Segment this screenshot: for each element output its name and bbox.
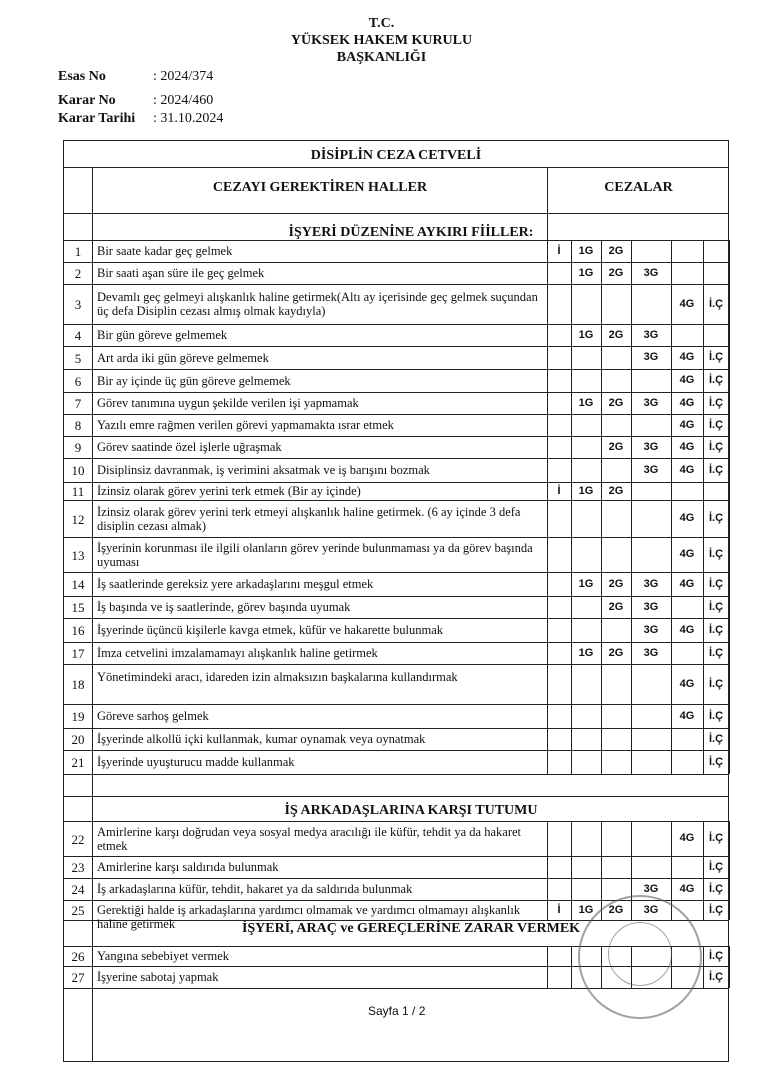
penalty-cell: 4G [679,882,695,895]
row-number: 11 [71,484,85,499]
penalty-cell: 2G [608,328,624,341]
header-presidency: BAŞKANLIĞI [336,50,427,65]
row-number: 20 [71,732,85,747]
penalty-cell: 3G [643,600,659,613]
table-divider [729,664,730,704]
table-divider [729,966,730,988]
penalty-cell: 1G [578,244,594,257]
penalty-cell: İ.Ç [708,970,724,983]
penalty-cell: 3G [643,328,659,341]
row-description: Görev tanımına uygun şekilde verilen işi yapmamak [97,396,359,410]
row-number: 8 [74,418,82,433]
column-header-cases: CEZAYI GEREKTİREN HALLER [212,180,428,195]
table-divider [729,537,730,572]
row-number: 26 [71,949,85,964]
penalty-cell: 3G [643,396,659,409]
penalty-cell: 4G [679,709,695,722]
table-divider [729,458,730,482]
row-description: Bir saate kadar geç gelmek [97,244,233,258]
table-divider [729,284,730,324]
table-divider [729,414,730,436]
penalty-cell: 4G [679,832,695,844]
row-number: 13 [71,547,85,563]
penalty-cell: İ.Ç [708,374,724,386]
row-description: İmza cetvelini imzalamamayı alışkanlık haline getirmek [97,646,378,660]
row-description: Yönetimindeki aracı, idareden izin almaksızın başkalarına kullandırmak [97,670,458,684]
row-number: 21 [71,755,85,770]
page-number: Sayfa 1 / 2 [368,1004,426,1018]
row-description: İzinsiz olarak görev yerini terk etmeyi alışkanlık haline getirmek. (6 ay içinde 3 defa disiplin cezası almak) [97,504,521,533]
penalty-cell: 3G [643,577,659,590]
table-divider [729,240,730,262]
table-divider [729,750,730,774]
penalty-cell: İ.Ç [708,903,724,916]
row-number: 14 [71,577,85,592]
meta-tarih [58,111,223,127]
table-divider [729,728,730,750]
penalty-cell: İ.Ç [708,860,724,873]
penalty-cell: 1G [578,903,594,916]
table-divider [729,642,730,664]
penalty-cell: İ.Ç [708,709,724,722]
table-divider [729,900,730,920]
penalty-cell: 1G [578,396,594,409]
row-number: 24 [71,882,85,897]
official-seal-inner [608,922,672,986]
row-description: İşyerinde alkollü içki kullanmak, kumar oynamak veya oynatmak [97,732,426,746]
penalty-cell: İ.Ç [708,677,724,690]
header-tc: T.C. [368,16,395,31]
penalty-cell: 4G [679,396,695,409]
row-number: 25 [71,903,85,918]
penalty-cell: 3G [643,266,659,279]
penalty-cell: İ.Ç [708,882,724,895]
row-description: Bir saati aşan süre ile geç gelmek [97,266,265,280]
penalty-cell: 1G [578,646,594,659]
penalty-cell: 4G [679,623,695,636]
section-title: İŞYERİ, ARAÇ ve GEREÇLERİNE ZARAR VERMEK [241,921,581,936]
penalty-cell: 2G [608,484,624,497]
penalty-cell: 3G [643,623,659,636]
table-divider [63,796,729,797]
row-number: 18 [71,677,85,692]
table-divider [729,346,730,369]
row-number: 9 [74,440,82,455]
penalty-cell: 4G [679,577,695,590]
meta-value: : 31.10.2024 [153,111,224,126]
row-number: 23 [71,860,85,875]
row-number: 17 [71,646,85,661]
penalty-cell: İ.Ç [708,297,724,310]
row-description: Gerektiği halde iş arkadaşlarına yardımcı olmamak ve yardımcı olmamayı alışkanlık haline getirmek [97,903,521,931]
row-number: 6 [74,373,82,389]
penalty-cell: 2G [608,266,624,279]
penalty-cell: İ.Ç [708,440,724,453]
row-number: 19 [71,709,85,724]
row-description: İşyerine sabotaj yapmak [97,970,219,984]
section-title: İŞYERİ DÜZENİNE AYKIRI FİİLLER: [288,225,534,240]
row-description: Bir ay içinde üç gün göreve gelmemek [97,373,291,388]
row-number: 4 [74,328,82,343]
penalty-cell: İ.Ç [708,949,724,962]
penalty-cell: İ.Ç [708,512,724,524]
penalty-cell: 4G [679,440,695,453]
row-number: 1 [74,244,82,259]
row-description: Bir gün göreve gelmemek [97,328,228,342]
table-divider [729,821,730,856]
penalty-cell: İ.Ç [708,600,724,613]
row-description: Göreve sarhoş gelmek [97,709,209,723]
row-description: İşyerinde üçüncü kişilerle kavga etmek, küfür ve hakarette bulunmak [97,623,444,637]
table-divider [729,262,730,284]
penalty-cell: 3G [643,440,659,453]
penalty-cell: 2G [608,903,624,916]
row-description: İş başında ve iş saatlerinde, görev başında uyumak [97,600,351,614]
meta-value: : 2024/374 [153,69,214,84]
meta-value: : 2024/460 [153,93,214,108]
penalty-cell: 2G [608,396,624,409]
penalty-cell: 3G [643,351,659,363]
penalty-cell: 4G [679,374,695,386]
row-description: İş saatlerinde gereksiz yere arkadaşlarını meşgul etmek [97,577,374,591]
penalty-cell: İ.Ç [708,755,724,768]
table-divider [729,878,730,900]
penalty-cell: 3G [643,646,659,659]
table-divider [729,572,730,596]
table-divider [63,774,729,775]
row-description: İzinsiz olarak görev yerini terk etmek (Bir ay içinde) [97,484,361,498]
penalty-cell: 1G [578,266,594,279]
table-divider [729,369,730,392]
row-number: 15 [71,600,85,615]
meta-key: Karar No [58,93,116,108]
table-divider [729,596,730,618]
header-institution: YÜKSEK HAKEM KURULU [290,33,473,48]
table-divider [729,482,730,500]
penalty-cell: İ.Ç [708,732,724,745]
penalty-cell: İ.Ç [708,418,724,431]
table-title: DİSİPLİN CEZA CETVELİ [310,148,482,163]
table-divider [729,618,730,642]
table-divider [63,167,729,168]
table-divider [729,392,730,414]
row-description: Yazılı emre rağmen verilen görevi yapmamakta ısrar etmek [97,418,394,432]
penalty-cell: 3G [643,463,659,476]
penalty-cell: 2G [608,244,624,257]
row-description: Amirlerine karşı doğrudan veya sosyal medya aracılığı ile küfür, tehdit ya da hakaret etmek [97,824,521,853]
penalty-cell: İ [557,484,561,497]
row-number: 16 [71,623,85,638]
penalty-cell: İ.Ç [708,623,724,636]
row-number: 2 [74,266,82,281]
penalty-cell: 4G [679,677,695,690]
meta-key: Karar Tarihi [58,111,136,126]
penalty-cell: 4G [679,297,695,310]
penalty-cell: 1G [578,577,594,590]
meta-key: Esas No [58,69,106,84]
penalty-cell: İ [557,903,561,916]
table-divider [729,324,730,346]
table-divider [729,500,730,537]
penalty-cell: İ.Ç [708,351,724,363]
penalty-cell: İ.Ç [708,577,724,590]
row-number: 5 [74,350,82,366]
table-divider [729,704,730,728]
meta-karar [58,93,213,109]
row-number: 7 [74,396,82,411]
penalty-cell: 4G [679,351,695,363]
penalty-cell: 1G [578,328,594,341]
penalty-cell: 2G [608,440,624,453]
row-number: 3 [74,297,82,312]
penalty-cell: İ.Ç [708,463,724,476]
column-header-penalties: CEZALAR [604,180,673,195]
penalty-cell: 4G [679,463,695,476]
row-number: 12 [71,511,85,527]
penalty-cell: 1G [578,484,594,497]
meta-esas [58,69,213,85]
section-title: İŞ ARKADAŞLARINA KARŞI TUTUMU [284,803,538,818]
row-description: Amirlerine karşı saldırıda bulunmak [97,860,279,874]
penalty-cell: 2G [608,577,624,590]
penalty-cell: İ.Ç [708,646,724,659]
row-description: İşyerinde uyuşturucu madde kullanmak [97,755,295,769]
row-description: Art arda iki gün göreve gelmemek [97,350,269,365]
penalty-cell: İ [557,244,561,257]
row-description: Görev saatinde özel işlerle uğraşmak [97,440,282,454]
penalty-cell: İ.Ç [708,832,724,844]
row-number: 27 [71,970,85,985]
penalty-cell: 2G [608,600,624,613]
row-description: İş arkadaşlarına küfür, tehdit, hakaret ya da saldırıda bulunmak [97,882,413,896]
penalty-cell: 3G [643,903,659,916]
table-divider [729,436,730,458]
penalty-cell: 2G [608,646,624,659]
row-number: 10 [71,463,85,478]
table-divider [729,946,730,966]
penalty-cell: İ.Ç [708,548,724,560]
penalty-cell: 4G [679,512,695,524]
table-divider [63,213,729,214]
penalty-cell: 3G [643,882,659,895]
row-description: Devamlı geç gelmeyi alışkanlık haline getirmek(Altı ay içerisinde geç gelmek suçundan üç defa Disiplin cezası almış olmak kaydıyla) [97,290,538,318]
penalty-cell: 4G [679,418,695,431]
penalty-cell: İ.Ç [708,396,724,409]
row-number: 22 [71,831,85,847]
table-divider [729,856,730,878]
row-description: İşyerinin korunması ile ilgili olanların görev yerinde bulunmaması ya da görev başında uyuması [97,540,533,569]
row-description: Yangına sebebiyet vermek [97,949,230,963]
row-description: Disiplinsiz davranmak, iş verimini aksatmak ve iş barışını bozmak [97,463,430,477]
penalty-cell: 4G [679,548,695,560]
